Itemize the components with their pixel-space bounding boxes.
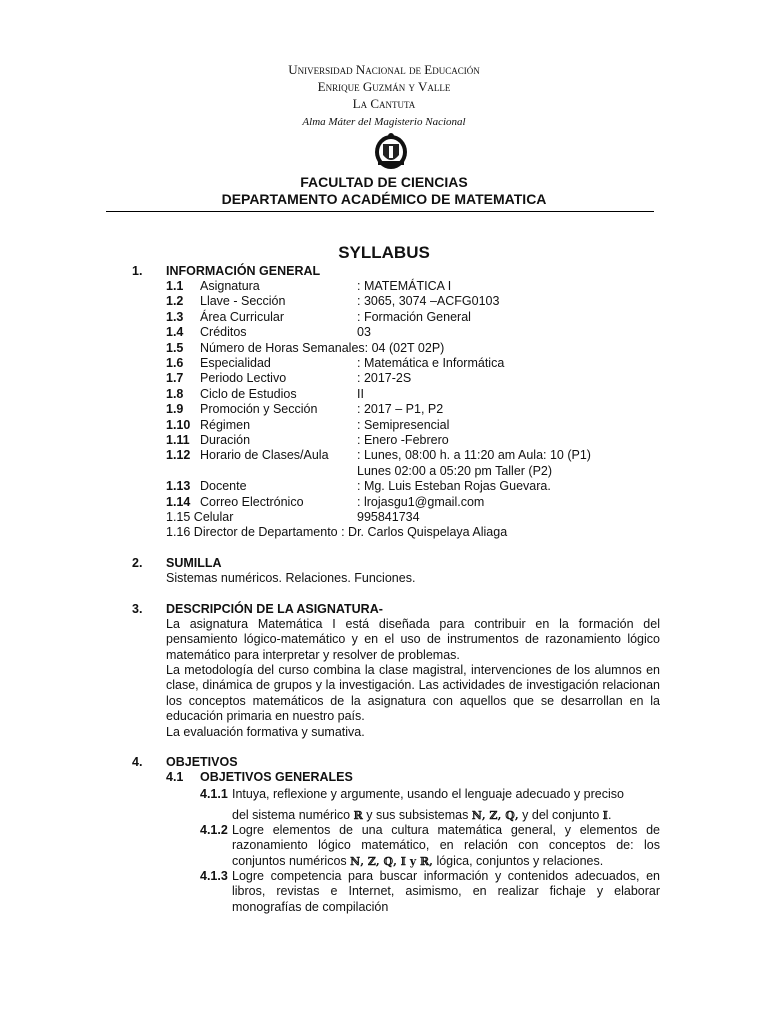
info-item-label: Llave - Sección (200, 294, 286, 309)
section-number: 3. (132, 602, 143, 616)
university-motto: Alma Máter del Magisterio Nacional (302, 116, 466, 128)
info-item-value: : Matemática e Informática (357, 356, 505, 370)
info-item-number: 1.7 (166, 371, 184, 386)
section-heading: SUMILLA (166, 556, 222, 570)
info-item-number: 1.14 (166, 494, 191, 509)
info-item-label: Especialidad (200, 356, 271, 370)
info-item-number: 1.2 (166, 294, 184, 309)
info-item-number: 1.9 (166, 402, 184, 417)
number-subsets-symbols: ℕ, ℤ, ℚ, (471, 809, 519, 822)
objective-text-continued: del sistema numérico ℝ y sus subsistemas ℕ, ℤ, ℚ, y del conjunto 𝕀. (232, 808, 612, 822)
real-numbers-symbol: ℝ (353, 809, 363, 822)
university-name: Universidad Nacional de Educación (288, 62, 480, 77)
university-seal-icon (372, 131, 410, 171)
info-item-value: Lunes 02:00 a 05:20 pm Taller (P2) (357, 463, 553, 478)
subsection-number: 4.1 (166, 770, 184, 784)
header-divider (106, 211, 654, 212)
section-number: 1. (132, 264, 143, 278)
info-item-label: Régimen (200, 417, 251, 432)
info-item-value: : Enero -Febrero (357, 433, 449, 447)
info-item-number: 1.5 (166, 340, 184, 355)
info-item-label: Docente (200, 479, 247, 494)
info-item-label: Duración (200, 433, 251, 447)
irrational-numbers-symbol: 𝕀 (602, 809, 608, 822)
info-item-value: : Mg. Luis Esteban Rojas Guevara. (357, 479, 551, 494)
sumilla-text: Sistemas numéricos. Relaciones. Funciones. (166, 571, 416, 585)
description-paragraph: La metodología del curso combina la clase magistral, intervenciones de los alumnos en clase, dinámica de grupos y la investigación. Las actividades de investigación relacionan los conceptos matemáticos de la asignatura con aquellos que se desarrollan en la educación primaria en nuestro país. (166, 663, 660, 724)
info-item-label: Créditos (200, 325, 247, 340)
info-item-label: Número de Horas Semanales: 04 (02T 02P) (200, 340, 445, 355)
document-title: SYLLABUS (338, 243, 430, 262)
objective-number: 4.1.1 (200, 787, 228, 801)
info-item-number: 1.6 (166, 356, 184, 370)
section-heading: INFORMACIÓN GENERAL (166, 264, 321, 278)
section-number: 4. (132, 755, 143, 769)
objective-text: Logre competencia para buscar información y contenidos adecuados, en libros, revistas e Internet, asimismo, en realizar fichaje y elaborar monografías de compilación (232, 869, 660, 914)
faculty-name: FACULTAD DE CIENCIAS (300, 174, 468, 190)
info-item-value: 995841734 (357, 510, 420, 524)
info-item-number: 1.1 (166, 279, 184, 293)
info-item-value: : MATEMÁTICA I (357, 279, 452, 293)
info-item-label: Promoción y Sección (200, 402, 318, 417)
subsection-heading: OBJETIVOS GENERALES (200, 770, 353, 784)
section-heading: OBJETIVOS (166, 755, 238, 769)
description-paragraph: La evaluación formativa y sumativa. (166, 725, 365, 739)
info-item-number: 1.11 (166, 433, 190, 447)
info-item-value: : Semipresencial (357, 417, 450, 432)
director-line: 1.16 Director de Departamento : Dr. Carlos Quispelaya Aliaga (166, 525, 508, 539)
section-number: 2. (132, 556, 143, 570)
info-item-value: : 2017-2S (357, 371, 412, 386)
objective-text: Intuya, reflexione y argumente, usando el lenguaje adecuado y preciso (232, 787, 624, 801)
info-item-number: 1.3 (166, 309, 184, 324)
description-paragraph: La asignatura Matemática I está diseñada para contribuir en la formación del pensamiento lógico-matemático y en el uso de instrumentos de razonamiento lógico matemático para interpretar y resolver de problemas. (166, 617, 660, 662)
info-item-number: 1.4 (166, 325, 184, 340)
info-item-label: Área Curricular (200, 309, 285, 324)
info-item-value: : Lunes, 08:00 h. a 11:20 am Aula: 10 (P1) (357, 448, 591, 463)
info-item-value: : 3065, 3074 –ACFG0103 (357, 294, 500, 309)
objective-number: 4.1.3 (200, 869, 228, 883)
objective-text: Logre elementos de una cultura matemática general, y elementos de razonamiento lógico matemático, en relación con conceptos de: los conjuntos numéricos ℕ, ℤ, ℚ, 𝕀 y ℝ, lógica, conjuntos y relaciones. (232, 823, 660, 868)
info-item-value: 03 (357, 325, 371, 340)
section-heading: DESCRIPCIÓN DE LA ASIGNATURA- (166, 602, 383, 616)
info-item-label: Asignatura (200, 279, 260, 293)
info-item-value: II (357, 386, 364, 401)
department-name: DEPARTAMENTO ACADÉMICO DE MATEMATICA (221, 191, 547, 207)
info-item-label: Horario de Clases/Aula (200, 448, 329, 463)
info-item-number: 1.12 (166, 448, 191, 463)
info-item-value: : 2017 – P1, P2 (357, 402, 444, 417)
info-item-number: 1.13 (166, 479, 191, 494)
info-item-label: Periodo Lectivo (200, 371, 287, 386)
number-sets-symbols: ℕ, ℤ, ℚ, 𝕀 y ℝ, (350, 854, 433, 868)
info-item-label: Correo Electrónico (200, 494, 304, 509)
university-subname: Enrique Guzmán y Valle (317, 79, 451, 94)
info-item-label: Ciclo de Estudios (200, 386, 297, 401)
objective-number: 4.1.2 (200, 823, 228, 837)
info-item-number: 1.10 (166, 417, 191, 432)
info-item-value: : lrojasgu1@gmail.com (357, 494, 485, 509)
info-item-value: : Formación General (357, 309, 471, 324)
university-campus: La Cantuta (352, 96, 416, 111)
info-item-label: 1.15 Celular (166, 510, 234, 524)
info-item-number: 1.8 (166, 386, 184, 401)
